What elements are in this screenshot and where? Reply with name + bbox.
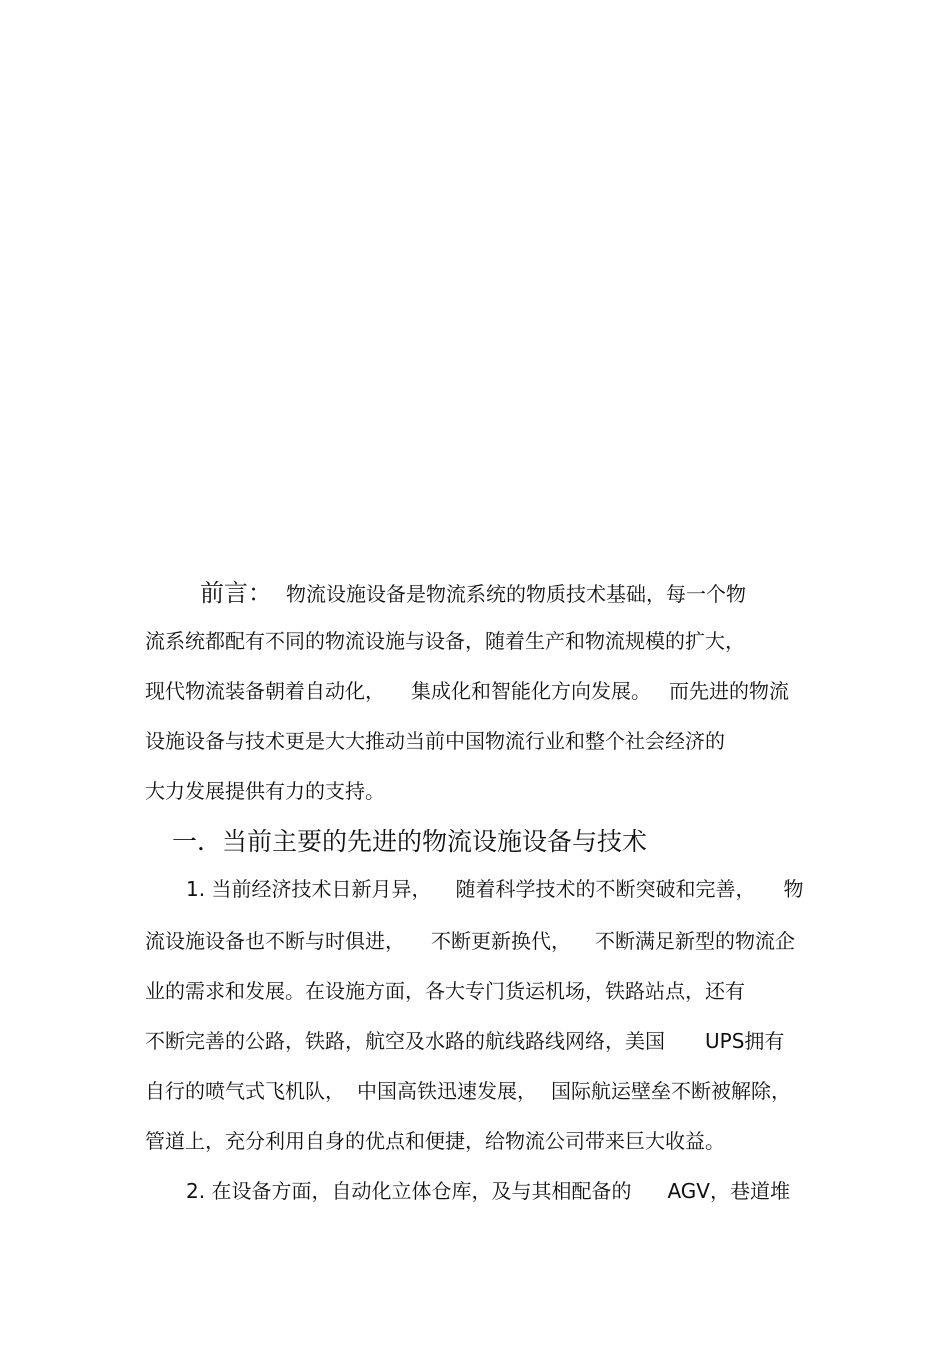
preface-text-3c: 而先进的物流 — [669, 679, 789, 703]
preface-line-4: 设施设备与技术更是大大推动当前中国物流行业和整个社会经济的 — [145, 729, 725, 753]
preface-label: 前言： — [200, 579, 272, 607]
para1-text-1b: 随着科学技术的不断突破和完善， — [455, 877, 756, 901]
para1-line-6: 管道上，充分利用自身的优点和便捷，给物流公司带来巨大收益。 — [145, 1129, 725, 1153]
para1-text-5a: 自行的喷气式飞机队， — [145, 1079, 345, 1103]
para2-text-1a: 2. 在设备方面，自动化立体仓库，及与其相配备的 — [186, 1179, 632, 1203]
para1-line-2 — [145, 926, 795, 956]
para2-line-1 — [186, 1176, 790, 1206]
para1-text-5c: 国际航运壁垒不断被解除， — [551, 1079, 791, 1103]
para1-line-3: 业的需求和发展。在设施方面，各大专门货运机场，铁路站点，还有 — [145, 979, 745, 1003]
preface-line-5: 大力发展提供有力的支持。 — [145, 779, 385, 803]
para1-text-1a: 1. 当前经济技术日新月异， — [186, 877, 432, 901]
preface-text-3b: 集成化和智能化方向发展。 — [411, 679, 651, 703]
para1-text-5b: 中国高铁迅速发展， — [357, 1079, 537, 1103]
preface-line-1 — [200, 578, 746, 608]
para1-text-2c: 不断满足新型的物流企 — [595, 929, 795, 953]
para1-text-4a: 不断完善的公路，铁路，航空及水路的航线路线网络，美国 — [145, 1029, 665, 1053]
para1-text-2b: 不断更新换代， — [431, 929, 571, 953]
para1-text-4b: UPS拥有 — [705, 1029, 785, 1053]
preface-text-1: 物流设施设备是物流系统的物质技术基础，每一个物 — [286, 582, 746, 606]
para1-text-1c: 物 — [783, 877, 804, 901]
preface-line-2: 流系统都配有不同的物流设施与设备，随着生产和物流规模的扩大， — [145, 629, 745, 653]
para1-line-1 — [186, 874, 803, 904]
preface-text-3a: 现代物流装备朝着自动化， — [145, 679, 385, 703]
section-heading: 一．当前主要的先进的物流设施设备与技术 — [172, 827, 648, 856]
para1-line-5 — [145, 1076, 791, 1106]
para2-text-1b: AGV，巷道堆 — [667, 1179, 790, 1203]
para1-line-4 — [145, 1026, 784, 1056]
para1-text-2a: 流设施设备也不断与时俱进， — [145, 929, 405, 953]
preface-line-3 — [145, 676, 789, 706]
